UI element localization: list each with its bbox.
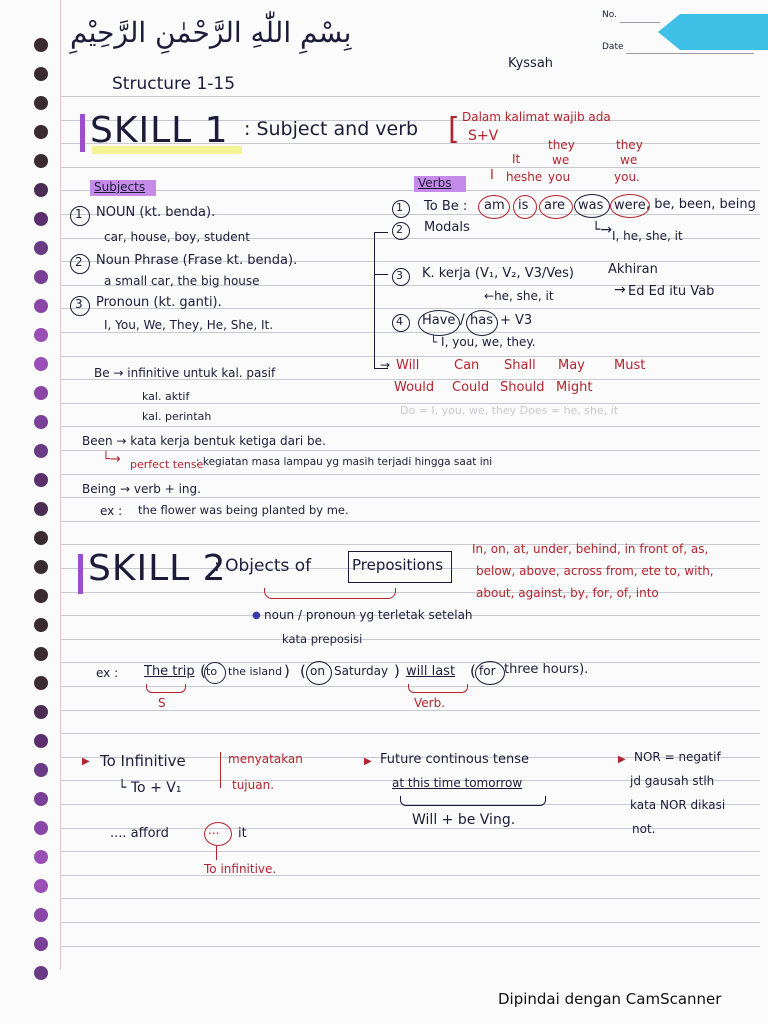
being-ex-label: ex : bbox=[100, 504, 123, 518]
ruled-line bbox=[60, 733, 760, 734]
to-be-am: am bbox=[484, 198, 505, 213]
binder-hole bbox=[34, 38, 48, 52]
subject1-number: 1 bbox=[75, 207, 83, 221]
subject1-examples: car, house, boy, student bbox=[104, 230, 250, 244]
to-inf-meaning2: tujuan. bbox=[232, 778, 275, 792]
to-inf-bracket bbox=[220, 752, 221, 788]
nor-line1: NOR = negatif bbox=[634, 750, 721, 764]
binder-hole bbox=[34, 966, 48, 980]
afford-it: it bbox=[238, 826, 247, 841]
binder-hole bbox=[34, 154, 48, 168]
example-the-trip: The trip bbox=[144, 664, 195, 679]
binder-hole bbox=[34, 618, 48, 632]
verbs-bracket-top bbox=[374, 232, 388, 233]
verb-brace bbox=[408, 684, 468, 693]
verb4-number: 4 bbox=[396, 315, 403, 328]
subject2-examples: a small car, the big house bbox=[104, 274, 260, 288]
perfect-arrow: └→ bbox=[102, 452, 121, 467]
example-three-hours: three hours). bbox=[504, 662, 589, 677]
future-time: at this time tomorrow bbox=[392, 776, 523, 790]
prep-brace bbox=[264, 588, 396, 599]
perfect-desc: : kegiatan masa lampau yg masih terjadi hingga saat ini bbox=[196, 456, 493, 468]
ruled-line bbox=[60, 898, 760, 899]
modal-verb: Must bbox=[614, 358, 646, 373]
ruled-line bbox=[60, 167, 760, 168]
ruled-line bbox=[60, 521, 760, 522]
binder-hole bbox=[34, 647, 48, 661]
been-line: Been → kata kerja bentuk ketiga dari be. bbox=[82, 434, 326, 448]
modals-arrow: → bbox=[380, 358, 391, 372]
margin-line bbox=[60, 0, 61, 970]
subject1-title: NOUN (kt. benda). bbox=[96, 205, 216, 220]
subject2-number: 2 bbox=[75, 255, 83, 269]
binder-hole bbox=[34, 473, 48, 487]
example-on: on bbox=[310, 664, 325, 678]
future-title: Future continous tense bbox=[380, 752, 530, 767]
binder-hole bbox=[34, 908, 48, 922]
faded-do-does-line: Do = I, you, we, they Does = he, she, it bbox=[400, 404, 619, 417]
nor-line3: kata NOR dikasi bbox=[630, 798, 726, 812]
pronoun-you-2: you. bbox=[614, 170, 640, 184]
to-be-rest: , be, been, being bbox=[646, 197, 756, 212]
binder-hole bbox=[34, 241, 48, 255]
binder-hole bbox=[34, 270, 48, 284]
binder-hole bbox=[34, 879, 48, 893]
binder-hole bbox=[34, 792, 48, 806]
prep-line2: below, above, across from, ete to, with, bbox=[476, 564, 714, 578]
no-line bbox=[620, 22, 660, 23]
modal-verb: Could bbox=[452, 380, 490, 395]
being-example: the flower was being planted by me. bbox=[138, 503, 349, 517]
binder-hole bbox=[34, 183, 48, 197]
binder-hole bbox=[34, 734, 48, 748]
afford-arrow-line bbox=[216, 846, 217, 860]
date-label: Date bbox=[602, 42, 624, 52]
binder-hole bbox=[34, 415, 48, 429]
prep-line3: about, against, by, for, of, into bbox=[476, 586, 659, 600]
to-be-were: were bbox=[614, 198, 646, 213]
future-brace bbox=[400, 796, 546, 806]
example-paren1: ( bbox=[200, 662, 206, 680]
binder-hole bbox=[34, 821, 48, 835]
binder-hole bbox=[34, 502, 48, 516]
subjects-label: Subjects bbox=[94, 180, 146, 194]
date-tab-graphic bbox=[658, 14, 768, 50]
pronoun-it: It bbox=[512, 152, 521, 166]
to-inf-bullet: ▶ bbox=[82, 756, 90, 767]
basmalah: بِسْمِ اللّٰهِ الرَّحْمٰنِ الرَّحِيْمِ bbox=[70, 16, 352, 49]
akhiran-label: Akhiran bbox=[608, 262, 658, 277]
to-be-label: To Be : bbox=[424, 199, 468, 214]
to-be-was: was bbox=[578, 198, 604, 213]
skill2-topic-boxed: Prepositions bbox=[352, 556, 444, 574]
skill1-heading: SKILL 1 bbox=[90, 110, 229, 151]
afford-answer: To infinitive. bbox=[204, 862, 277, 876]
skill2-purple-bar bbox=[78, 554, 83, 594]
nor-line4: not. bbox=[632, 822, 656, 836]
modal-verb: Would bbox=[394, 380, 435, 395]
pronoun-they-2: they bbox=[616, 138, 643, 152]
binder-hole bbox=[34, 937, 48, 951]
binder-hole bbox=[34, 357, 48, 371]
binder-hole bbox=[34, 96, 48, 110]
ruled-line bbox=[60, 450, 760, 451]
subject2-title: Noun Phrase (Frase kt. benda). bbox=[96, 253, 298, 268]
camscanner-watermark: Dipindai dengan CamScanner bbox=[498, 990, 722, 1008]
modals-label: Modals bbox=[424, 220, 470, 235]
subject3-examples: I, You, We, They, He, She, It. bbox=[104, 318, 274, 332]
pronoun-we: we bbox=[552, 153, 570, 167]
example-paren2: ) bbox=[284, 662, 290, 680]
binder-hole bbox=[34, 328, 48, 342]
ruled-line bbox=[60, 96, 760, 97]
verbs-label: Verbs bbox=[418, 176, 452, 190]
modal-verb: Might bbox=[556, 380, 593, 395]
subject3-number: 3 bbox=[75, 297, 83, 311]
ruled-line bbox=[60, 497, 760, 498]
akhiran-note: Ed Ed itu Vab bbox=[628, 284, 715, 299]
ruled-line bbox=[60, 190, 760, 191]
ruled-line bbox=[60, 875, 760, 876]
to-be-is: is bbox=[518, 198, 529, 213]
to-inf-meaning1: menyatakan bbox=[228, 752, 303, 766]
ruled-line bbox=[60, 356, 760, 357]
example-for: for bbox=[479, 664, 496, 678]
v3-label: + V3 bbox=[500, 313, 533, 328]
binder-hole bbox=[34, 560, 48, 574]
binder-hole bbox=[34, 444, 48, 458]
nor-line2: jd gausah stlh bbox=[630, 774, 715, 788]
have-note-bottom: └ I, you, we, they. bbox=[430, 335, 536, 349]
perfect-label: perfect tense bbox=[130, 458, 204, 471]
be-line: Be → infinitive untuk kal. pasif bbox=[94, 366, 276, 380]
page-title: Structure 1-15 bbox=[112, 74, 236, 94]
binder-hole bbox=[34, 763, 48, 777]
to-be-are: are bbox=[544, 198, 566, 213]
afford-line: .... afford bbox=[110, 826, 169, 841]
binder-hole bbox=[34, 67, 48, 81]
pronoun-i: I bbox=[490, 168, 494, 183]
verb3-number: 3 bbox=[396, 269, 403, 282]
s-brace bbox=[146, 684, 186, 693]
have-note-bottom-text: I, you, we, they. bbox=[441, 335, 536, 349]
has-label: has bbox=[470, 313, 493, 328]
have-note-top-text: he, she, it bbox=[494, 289, 554, 303]
to-inf-title: To Infinitive bbox=[100, 752, 186, 770]
nor-bullet: ▶ bbox=[618, 754, 626, 765]
prep-line1: In, on, at, under, behind, in front of, as, bbox=[472, 542, 709, 556]
k-kerja-label: K. kerja (V₁, V₂, V3/Ves) bbox=[422, 266, 574, 281]
kata-preposisi: kata preposisi bbox=[282, 632, 363, 646]
to-inf-formula: └ To + V₁ bbox=[118, 780, 182, 796]
modal-verb: Should bbox=[500, 380, 545, 395]
example-will-last: will last bbox=[406, 664, 456, 679]
was-note: I, he, she, it bbox=[612, 229, 683, 243]
example-the-island: the island bbox=[228, 665, 283, 678]
modal-verb: Can bbox=[454, 358, 480, 373]
being-line: Being → verb + ing. bbox=[82, 482, 201, 496]
binder-hole bbox=[34, 299, 48, 313]
noun-note: noun / pronoun yg terletak setelah bbox=[264, 608, 473, 622]
example-paren3: ( bbox=[300, 662, 306, 680]
verb2-number: 2 bbox=[396, 223, 403, 236]
pronoun-you: you bbox=[548, 170, 571, 184]
be-sub1: kal. aktif bbox=[142, 390, 190, 403]
binder-hole bbox=[34, 705, 48, 719]
ruled-line bbox=[60, 922, 760, 923]
ruled-line bbox=[60, 946, 760, 947]
example-to: to bbox=[206, 665, 218, 678]
be-sub2: kal. perintah bbox=[142, 410, 212, 423]
skill2-topic: : Objects of bbox=[214, 556, 312, 576]
future-bullet: ▶ bbox=[364, 756, 372, 767]
binder-hole bbox=[34, 850, 48, 864]
skill1-note-line2: S+V bbox=[468, 128, 499, 144]
verbs-bracket-mid bbox=[374, 274, 388, 275]
example-paren4: ) bbox=[394, 662, 400, 680]
ruled-line bbox=[60, 639, 760, 640]
noun-note-bullet: ● bbox=[252, 610, 261, 621]
pronoun-heshe: heshe bbox=[506, 170, 543, 184]
verb1-number: 1 bbox=[396, 201, 403, 214]
verbs-bracket-line bbox=[374, 232, 375, 368]
binder-hole bbox=[34, 386, 48, 400]
modal-verb: Will bbox=[396, 358, 420, 373]
modal-verb: May bbox=[558, 358, 585, 373]
skill1-topic: : Subject and verb bbox=[244, 118, 419, 140]
modal-verb: Shall bbox=[504, 358, 536, 373]
no-label: No. bbox=[602, 10, 617, 20]
skill1-purple-bar bbox=[80, 114, 85, 152]
label-s: S bbox=[158, 696, 166, 710]
skill1-note-line1: Dalam kalimat wajib ada bbox=[462, 110, 611, 124]
label-verb: Verb. bbox=[414, 696, 446, 710]
example-saturday: Saturday bbox=[334, 664, 389, 678]
pronoun-they-1: they bbox=[548, 138, 575, 152]
ruled-line bbox=[60, 851, 760, 852]
binder-hole bbox=[34, 589, 48, 603]
subject3-title: Pronoun (kt. ganti). bbox=[96, 295, 222, 310]
author-name: Kyssah bbox=[508, 56, 554, 71]
binder-hole bbox=[34, 531, 48, 545]
binder-hole bbox=[34, 125, 48, 139]
ruled-line bbox=[60, 710, 760, 711]
have-note-top: ←he, she, it bbox=[484, 289, 554, 303]
skill2-heading: SKILL 2 bbox=[88, 548, 227, 589]
ruled-line bbox=[60, 426, 760, 427]
afford-blank: ... bbox=[208, 823, 220, 837]
binder-hole bbox=[34, 212, 48, 226]
ruled-line bbox=[60, 662, 760, 663]
have-label: Have bbox=[422, 313, 456, 328]
have-slash: / bbox=[460, 312, 465, 328]
date-line bbox=[626, 53, 754, 54]
skill2-ex-label: ex : bbox=[96, 666, 119, 680]
binder-hole bbox=[34, 676, 48, 690]
future-formula: Will + be Ving. bbox=[412, 812, 516, 828]
ruled-line bbox=[60, 332, 760, 333]
akhiran-arrow: → bbox=[614, 282, 626, 298]
was-note-arrow: └→ bbox=[592, 222, 613, 238]
pronoun-we-2: we bbox=[620, 153, 638, 167]
skill1-bracket: [ bbox=[448, 112, 460, 147]
example-paren5: ( bbox=[470, 662, 476, 680]
ruled-line bbox=[60, 474, 760, 475]
